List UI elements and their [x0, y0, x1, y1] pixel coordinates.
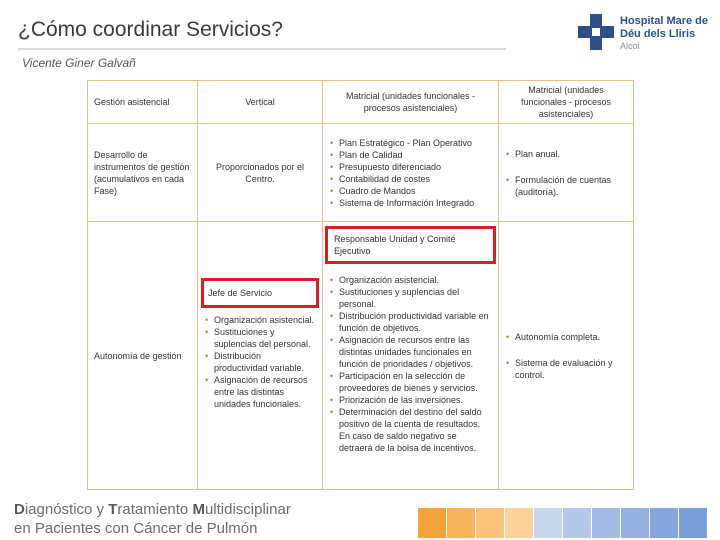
list-item: • Sistema de Información Integrado	[339, 197, 492, 209]
list-item: • Distribución productividad variable en función de objetivos.	[339, 310, 492, 334]
color-swatch	[650, 508, 678, 538]
footer-initial-t: T	[108, 501, 118, 518]
logo-city: Alcoi	[620, 41, 640, 51]
footer-line2: en Pacientes con Cáncer de Pulmón	[14, 520, 258, 537]
cell-matricial1-instrumentos	[323, 124, 499, 222]
list-item: • Formulación de cuentas (auditoría).	[515, 174, 627, 198]
color-swatch	[592, 508, 620, 538]
hospital-cross-icon	[578, 14, 614, 50]
list-item: • Sustituciones y suplencias del personal.	[214, 326, 316, 350]
list-item: • Plan de Calidad	[339, 149, 492, 161]
table-row-instrumentos	[88, 124, 634, 222]
list-item: • Cuadro de Mandos	[339, 185, 492, 197]
list-item: • Contabilidad de costes	[339, 173, 492, 185]
list-matricial1-instrumentos	[329, 137, 492, 209]
footer-initial-m: M	[192, 501, 205, 518]
logo-name-line2: Déu dels Lliris	[620, 28, 696, 40]
cell-matricial1-autonomia	[323, 222, 499, 490]
list-item: • Sustituciones y suplencias del personal.	[339, 286, 492, 310]
color-swatch	[534, 508, 562, 538]
list-item: • Autonomía completa.	[515, 331, 627, 343]
footer-line1	[14, 500, 291, 519]
list-matricial2-instrumentos	[505, 148, 627, 198]
list-item: • Priorización de las inversiones.	[339, 394, 492, 406]
list-item: • Determinación del destino del saldo positivo de la cuenta de resultados. En caso de saldo negativo se detraerá de la bolsa de incentivos.	[339, 406, 492, 454]
header-matricial-2: Matricial (unidades funcionales - procesos asistenciales)	[499, 81, 634, 124]
jefe-de-servicio-label: Jefe de Servicio	[208, 288, 273, 298]
slide-title: ¿Cómo coordinar Servicios?	[18, 18, 283, 41]
list-item: • Distribución productividad variable.	[214, 350, 316, 374]
table-header-row	[88, 81, 634, 124]
color-swatch	[418, 508, 446, 538]
list-vertical-autonomia	[204, 314, 316, 410]
list-item: • Sistema de evaluación y control.	[515, 357, 627, 381]
header-matricial-1: Matricial (unidades funcionales - procesos asistenciales)	[323, 81, 499, 124]
list-matricial2-autonomia	[505, 331, 627, 381]
management-table	[87, 80, 633, 490]
highlight-box-jefe	[201, 278, 319, 308]
row-label-instrumentos: Desarrollo de instrumentos de gestión (acumulativos en cada Fase)	[88, 124, 198, 222]
title-divider	[18, 48, 506, 50]
color-swatch	[621, 508, 649, 538]
footer-word-multidisciplinar: ultidisciplinar	[204, 501, 291, 518]
list-item: • Asignación de recursos entre las distintas unidades funcionales en función de prioridades / objetivos.	[339, 334, 492, 370]
footer-word-diagnostico: iagnóstico y	[24, 501, 109, 518]
list-matricial1-autonomia	[329, 274, 492, 454]
cell-vertical-autonomia	[198, 222, 323, 490]
color-swatch	[447, 508, 475, 538]
footer-title	[14, 500, 291, 538]
list-item: • Organización asistencial.	[214, 314, 316, 326]
highlight-box-responsable	[325, 226, 496, 264]
logo-name-line1: Hospital Mare de	[620, 15, 709, 27]
color-swatch	[679, 508, 707, 538]
header-gestion-asistencial: Gestión asistencial	[88, 81, 198, 124]
cell-matricial2-instrumentos	[499, 124, 634, 222]
list-item: • Asignación de recursos entre las distintas unidades funcionales.	[214, 374, 316, 410]
row-label-autonomia: Autonomía de gestión	[88, 222, 198, 490]
color-swatch	[563, 508, 591, 538]
color-strip	[418, 508, 708, 538]
hospital-logo	[578, 14, 714, 50]
header-vertical: Vertical	[198, 81, 323, 124]
color-swatch	[476, 508, 504, 538]
color-swatch	[505, 508, 533, 538]
list-item: • Plan Estratégico - Plan Operativo	[339, 137, 492, 149]
list-item: • Plan anual.	[515, 148, 627, 160]
footer-initial-d: D	[14, 501, 25, 518]
list-item: • Participación en la selección de proveedores de bienes y servicios.	[339, 370, 492, 394]
responsable-label: Responsable Unidad y Comité Ejecutivo	[334, 234, 456, 256]
footer-word-tratamiento: ratamiento	[117, 501, 193, 518]
list-item: • Organización asistencial.	[339, 274, 492, 286]
table-row-autonomia	[88, 222, 634, 490]
list-item: • Presupuesto diferenciado	[339, 161, 492, 173]
author-name: Vicente Giner Galvañ	[22, 56, 136, 70]
cell-vertical-instrumentos: Proporcionados por el Centro.	[198, 124, 323, 222]
cell-matricial2-autonomia	[499, 222, 634, 490]
